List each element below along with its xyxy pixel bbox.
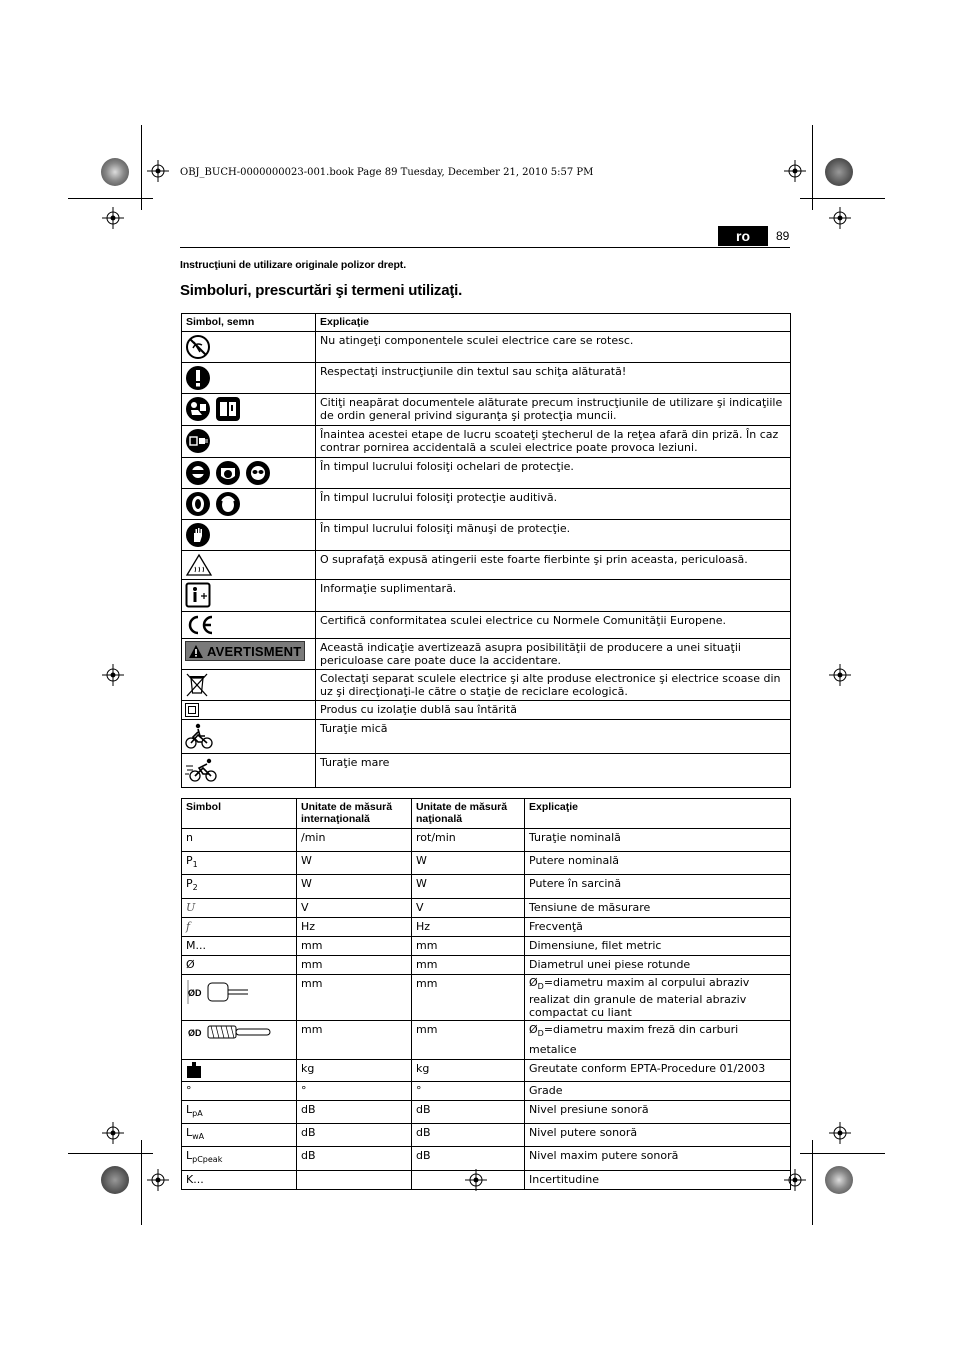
intl-unit-cell: dB — [297, 1147, 412, 1170]
symbol-cell: Ø — [182, 955, 297, 974]
color-target-icon — [825, 1166, 853, 1194]
page-number: 89 — [776, 229, 790, 243]
natl-unit-cell: W — [412, 875, 525, 898]
intl-unit-cell: W — [297, 875, 412, 898]
double-insulation-icon — [185, 703, 199, 717]
warning-label: AVERTISMENT — [207, 643, 302, 659]
book-icon — [215, 396, 241, 422]
face-shield-icon — [215, 460, 241, 486]
color-target-icon — [101, 158, 129, 186]
no-touch-rotating-icon — [185, 334, 211, 360]
explanation-text: În timpul lucrului folosiţi mănuşi de protecţie. — [316, 520, 791, 551]
table-row — [182, 1170, 791, 1189]
registration-mark-icon — [102, 207, 124, 229]
explanation-cell: Turaţie nominală — [525, 829, 791, 852]
column-header: Unitate de măsură naţională — [412, 799, 525, 829]
explanation-text: Certifică conformitatea sculei electrice cu Normele Comunităţii Europene. — [316, 612, 791, 639]
intl-unit-cell: mm — [297, 936, 412, 955]
explanation-text: Informaţie suplimentară. — [316, 580, 791, 612]
symbol-cell: $P_2$ — [182, 875, 297, 898]
natl-unit-cell: rot/min — [412, 829, 525, 852]
table-row — [182, 332, 791, 363]
warning-badge — [185, 641, 305, 661]
table-row — [182, 754, 791, 788]
gloves-icon — [185, 522, 211, 548]
warning-triangle-icon — [189, 645, 203, 658]
natl-unit-cell: W — [412, 852, 525, 875]
diameter-label: ØD — [188, 1027, 202, 1038]
column-header: Explicaţie — [316, 314, 791, 332]
symbol-cell: f — [182, 917, 297, 936]
symbols-table — [181, 313, 791, 788]
table-row — [182, 974, 791, 1020]
symbol-cell — [182, 1020, 297, 1059]
table-row — [182, 701, 791, 720]
explanation-text: Turaţie mică — [316, 720, 791, 754]
natl-unit-cell — [412, 1170, 525, 1189]
registration-mark-icon — [784, 160, 806, 182]
explanation-cell: $Ø_D=diametru$ maxim freză din carburi metalice — [525, 1020, 791, 1059]
hot-surface-icon — [185, 553, 213, 577]
table-row — [182, 1100, 791, 1123]
table-row — [182, 720, 791, 754]
explanation-text: Înaintea acestei etape de lucru scoateţi ştecherul de la reţea afară din priză. În caz contrar pornirea accidentală a sculei electrice poate provoca leziuni. — [316, 426, 791, 458]
column-header: Simbol, semn — [182, 314, 316, 332]
table-row — [182, 917, 791, 936]
language-badge: ro — [718, 226, 768, 246]
intl-unit-cell: mm — [297, 1020, 412, 1059]
unplug-icon — [185, 428, 211, 454]
explanation-cell: Frecvenţă — [525, 917, 791, 936]
symbol-cell: n — [182, 829, 297, 852]
intl-unit-cell: W — [297, 852, 412, 875]
carbide-cutter-icon — [186, 1022, 272, 1042]
explanation-cell: Nivel maxim putere sonoră — [525, 1147, 791, 1170]
fast-cyclist-icon — [185, 756, 219, 784]
table-row — [182, 1059, 791, 1081]
slow-cyclist-icon — [185, 722, 213, 750]
table-row — [182, 1124, 791, 1147]
ear-muffs-icon — [215, 491, 241, 517]
natl-unit-cell: dB — [412, 1147, 525, 1170]
intl-unit-cell: kg — [297, 1059, 412, 1081]
table-row — [182, 955, 791, 974]
table-row — [182, 612, 791, 639]
registration-mark-icon — [102, 1122, 124, 1144]
table-row — [182, 829, 791, 852]
safety-glasses-icon — [245, 460, 271, 486]
natl-unit-cell: dB — [412, 1124, 525, 1147]
natl-unit-cell: mm — [412, 1020, 525, 1059]
table-row — [182, 426, 791, 458]
explanation-cell: Greutate conform EPTA-Procedure 01/2003 — [525, 1059, 791, 1081]
column-header: Explicaţie — [525, 799, 791, 829]
registration-mark-icon — [829, 664, 851, 686]
table-row — [182, 852, 791, 875]
explanation-cell: Nivel presiune sonoră — [525, 1100, 791, 1123]
table-row — [182, 363, 791, 394]
table-row — [182, 394, 791, 426]
symbol-cell — [182, 1059, 297, 1081]
table-row — [182, 458, 791, 489]
manual-subtitle: Instrucţiuni de utilizare originale polizor drept. — [180, 259, 407, 271]
goggles-icon — [185, 460, 211, 486]
natl-unit-cell: mm — [412, 936, 525, 955]
color-target-icon — [825, 158, 853, 186]
grinding-point-icon — [186, 976, 250, 1008]
info-icon — [185, 582, 211, 608]
explanation-text: Produs cu izolaţie dublă sau întărită — [316, 701, 791, 720]
intl-unit-cell: V — [297, 898, 412, 917]
intl-unit-cell: mm — [297, 974, 412, 1020]
header-rule — [180, 247, 790, 248]
explanation-cell: Putere în sarcină — [525, 875, 791, 898]
table-row — [182, 489, 791, 520]
column-header: Unitate de măsură internaţională — [297, 799, 412, 829]
natl-unit-cell: V — [412, 898, 525, 917]
weight-icon — [186, 1061, 202, 1079]
intl-unit-cell: mm — [297, 955, 412, 974]
crossed-bin-icon — [185, 672, 209, 698]
crop-mark — [800, 198, 885, 199]
natl-unit-cell: kg — [412, 1059, 525, 1081]
diameter-label: ØD — [188, 987, 202, 998]
explanation-cell: Dimensiune, filet metric — [525, 936, 791, 955]
explanation-cell: Nivel putere sonoră — [525, 1124, 791, 1147]
symbol-cell: $L_{wA}$ — [182, 1124, 297, 1147]
table-row — [182, 639, 791, 670]
explanation-cell: $Ø_D=diametru$ maxim al corpului abraziv realizat din granule de material abraziv compactat cu liant — [525, 974, 791, 1020]
read-manual-icon — [185, 396, 211, 422]
table-row — [182, 1147, 791, 1170]
symbol-cell: $L_{pCpeak}$ — [182, 1147, 297, 1170]
natl-unit-cell: mm — [412, 955, 525, 974]
registration-mark-icon — [829, 1122, 851, 1144]
registration-mark-icon — [102, 664, 124, 686]
symbol-cell — [182, 974, 297, 1020]
intl-unit-cell: /min — [297, 829, 412, 852]
crop-mark — [800, 1153, 885, 1154]
table-row — [182, 875, 791, 898]
color-target-icon — [101, 1166, 129, 1194]
table-row — [182, 670, 791, 701]
explanation-text: Respectaţi instrucţiunile din textul sau schiţa alăturată! — [316, 363, 791, 394]
natl-unit-cell: mm — [412, 974, 525, 1020]
symbol-cell: $L_{pA}$ — [182, 1100, 297, 1123]
table-row — [182, 1081, 791, 1100]
table-row — [182, 1020, 791, 1059]
book-info-line: OBJ_BUCH-0000000023-001.book Page 89 Tuesday, December 21, 2010 5:57 PM — [180, 167, 594, 178]
explanation-text: În timpul lucrului folosiţi ochelari de protecţie. — [316, 458, 791, 489]
intl-unit-cell: dB — [297, 1100, 412, 1123]
explanation-text: Citiţi neapărat documentele alăturate precum instrucţiunile de utilizare şi indicaţiile de ordin general privind siguranţa şi protecţia muncii. — [316, 394, 791, 426]
ce-mark-icon — [185, 614, 215, 636]
explanation-text: Colectaţi separat sculele electrice şi alte produse electronice şi electrice scoase din uz şi direcţionaţi-le către o staţie de reciclare ecologică. — [316, 670, 791, 701]
table-row — [182, 898, 791, 917]
explanation-text: Turaţie mare — [316, 754, 791, 788]
exclamation-icon — [185, 365, 211, 391]
ear-protection-icon — [185, 491, 211, 517]
explanation-text: În timpul lucrului folosiţi protecţie auditivă. — [316, 489, 791, 520]
explanation-text: Nu atingeţi componentele sculei electrice care se rotesc. — [316, 332, 791, 363]
units-table — [181, 798, 791, 1190]
explanation-cell: Grade — [525, 1081, 791, 1100]
crop-mark — [68, 1153, 153, 1154]
explanation-cell: Putere nominală — [525, 852, 791, 875]
column-header: Simbol — [182, 799, 297, 829]
symbol-cell: K... — [182, 1170, 297, 1189]
natl-unit-cell: Hz — [412, 917, 525, 936]
table-row — [182, 936, 791, 955]
intl-unit-cell: dB — [297, 1124, 412, 1147]
natl-unit-cell: ° — [412, 1081, 525, 1100]
explanation-text: O suprafaţă expusă atingerii este foarte fierbinte şi prin aceasta, periculoasă. — [316, 551, 791, 580]
symbol-cell: ° — [182, 1081, 297, 1100]
intl-unit-cell: Hz — [297, 917, 412, 936]
registration-mark-icon — [829, 207, 851, 229]
section-title: Simboluri, prescurtări şi termeni utilizaţi. — [180, 282, 463, 299]
explanation-cell: Incertitudine — [525, 1170, 791, 1189]
natl-unit-cell: dB — [412, 1100, 525, 1123]
explanation-text: Această indicaţie avertizează asupra posibilităţii de producere a unei situaţii periculoase care poate duce la accidentare. — [316, 639, 791, 670]
symbol-cell: M... — [182, 936, 297, 955]
explanation-cell: Diametrul unei piese rotunde — [525, 955, 791, 974]
symbol-cell: U — [182, 898, 297, 917]
symbol-cell: $P_1$ — [182, 852, 297, 875]
explanation-cell: Tensiune de măsurare — [525, 898, 791, 917]
crop-mark — [68, 198, 153, 199]
table-row — [182, 580, 791, 612]
intl-unit-cell — [297, 1170, 412, 1189]
intl-unit-cell: ° — [297, 1081, 412, 1100]
registration-mark-icon — [147, 160, 169, 182]
table-row — [182, 551, 791, 580]
registration-mark-icon — [147, 1169, 169, 1191]
table-row — [182, 520, 791, 551]
